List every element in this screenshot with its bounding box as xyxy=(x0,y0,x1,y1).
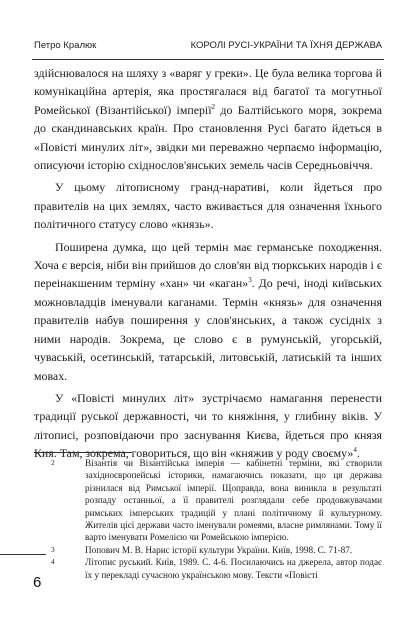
footnote-number: 2 xyxy=(51,458,55,467)
footnote-divider xyxy=(34,452,132,453)
page-number-rule xyxy=(0,554,46,555)
footnote-ref-2[interactable]: 2 xyxy=(211,102,216,111)
paragraph-4: У «Повісті минулих літ» зустрічаємо намагання перенести традиції руської державності, чи то княжіння, у глибину віків. У літописі, розповідаючи про заснування Києва, йдеться про князя Кия. Там, зокрема, говориться, що він «княжив у роду своєму»$^4$. xyxy=(34,390,382,461)
footnote-number: 4 xyxy=(51,557,55,567)
footnote-text: Візантія чи Візантійська імперія — кабінетні терміни, які створили західноєвропейські історики, намагаючись показати, що ця держава різнилася від Римської імперії. Щоправда, вона виникла в результаті розпаду останньої, а її правителі розглядали себе продовжувачами римських імперських традицій у плані політичному й культурному. Жителів цієї держави часто іменували ромеями, власне римлянами. Тому її варто іменувати Ромелією чи Ромейською імперією. xyxy=(85,458,382,543)
header-author: Петро Кралюк xyxy=(34,39,97,51)
main-text xyxy=(34,64,382,467)
footnote-text: Літопис руський. Київ, 1989. С. 4-6. Посилаючись на джерела, автор подає їх у перекладі сучасною українською мову. Тексти «Повісті xyxy=(85,557,382,580)
running-header xyxy=(34,34,382,56)
footnote-text: Попович М. В. Нарис історії культури України. Київ, 1998. С. 71-87. xyxy=(85,544,353,555)
footnote-number: 3 xyxy=(51,544,55,554)
footnote-3 xyxy=(34,544,382,556)
header-divider xyxy=(32,59,384,60)
paragraph-2: У цьому літописному гранд-наративі, коли йдеться про правителів на цих землях, часто вживається для означення їхнього політичного статусу слово «князь». xyxy=(34,180,382,232)
page-number: 6 xyxy=(33,574,42,591)
footnote-2 xyxy=(34,457,382,544)
footnote-4 xyxy=(34,556,382,581)
footnotes xyxy=(34,457,382,581)
paragraph-3: Поширена думка, що цей термін має германське походження. Хоча є версія, ніби він прийшов до слов'ян від тюркських народів і є переінакшеним терміну «хан» чи «каган»$^3$. До речі, іноді київських можновладців іменували каганами. Термін «князь» для означення правителів набув поширення у слов'янських, а також сусідніх з ними народів. Зокрема, це слово є в румунській, угорській, чуваській, осетинській, татарській, литовській, латиській та інших мовах. xyxy=(34,239,383,383)
header-title: КОРОЛІ РУСІ-УКРАЇНИ ТА ЇХНЯ ДЕРЖАВА xyxy=(190,39,382,51)
paragraph-1: здійснювалося на шляху з «варяг у греки». Це була велика торгова й комунікаційна артерія, яка простягалася від багатої та могутньої Ромейської (Візантійської) імперії$^2$ до Балтійського моря, зокрема до скандинавських країн. Про становлення Русі багато йдеться в «Повісті минулих літ», звідки ми переважно черпаємо інформацію, описуючи історію східнослов'янських земель часів Середньовіччя. xyxy=(34,66,382,173)
footnote-ref-4[interactable]: 4 xyxy=(353,446,357,455)
footnote-ref-3[interactable]: 3 xyxy=(248,276,252,285)
